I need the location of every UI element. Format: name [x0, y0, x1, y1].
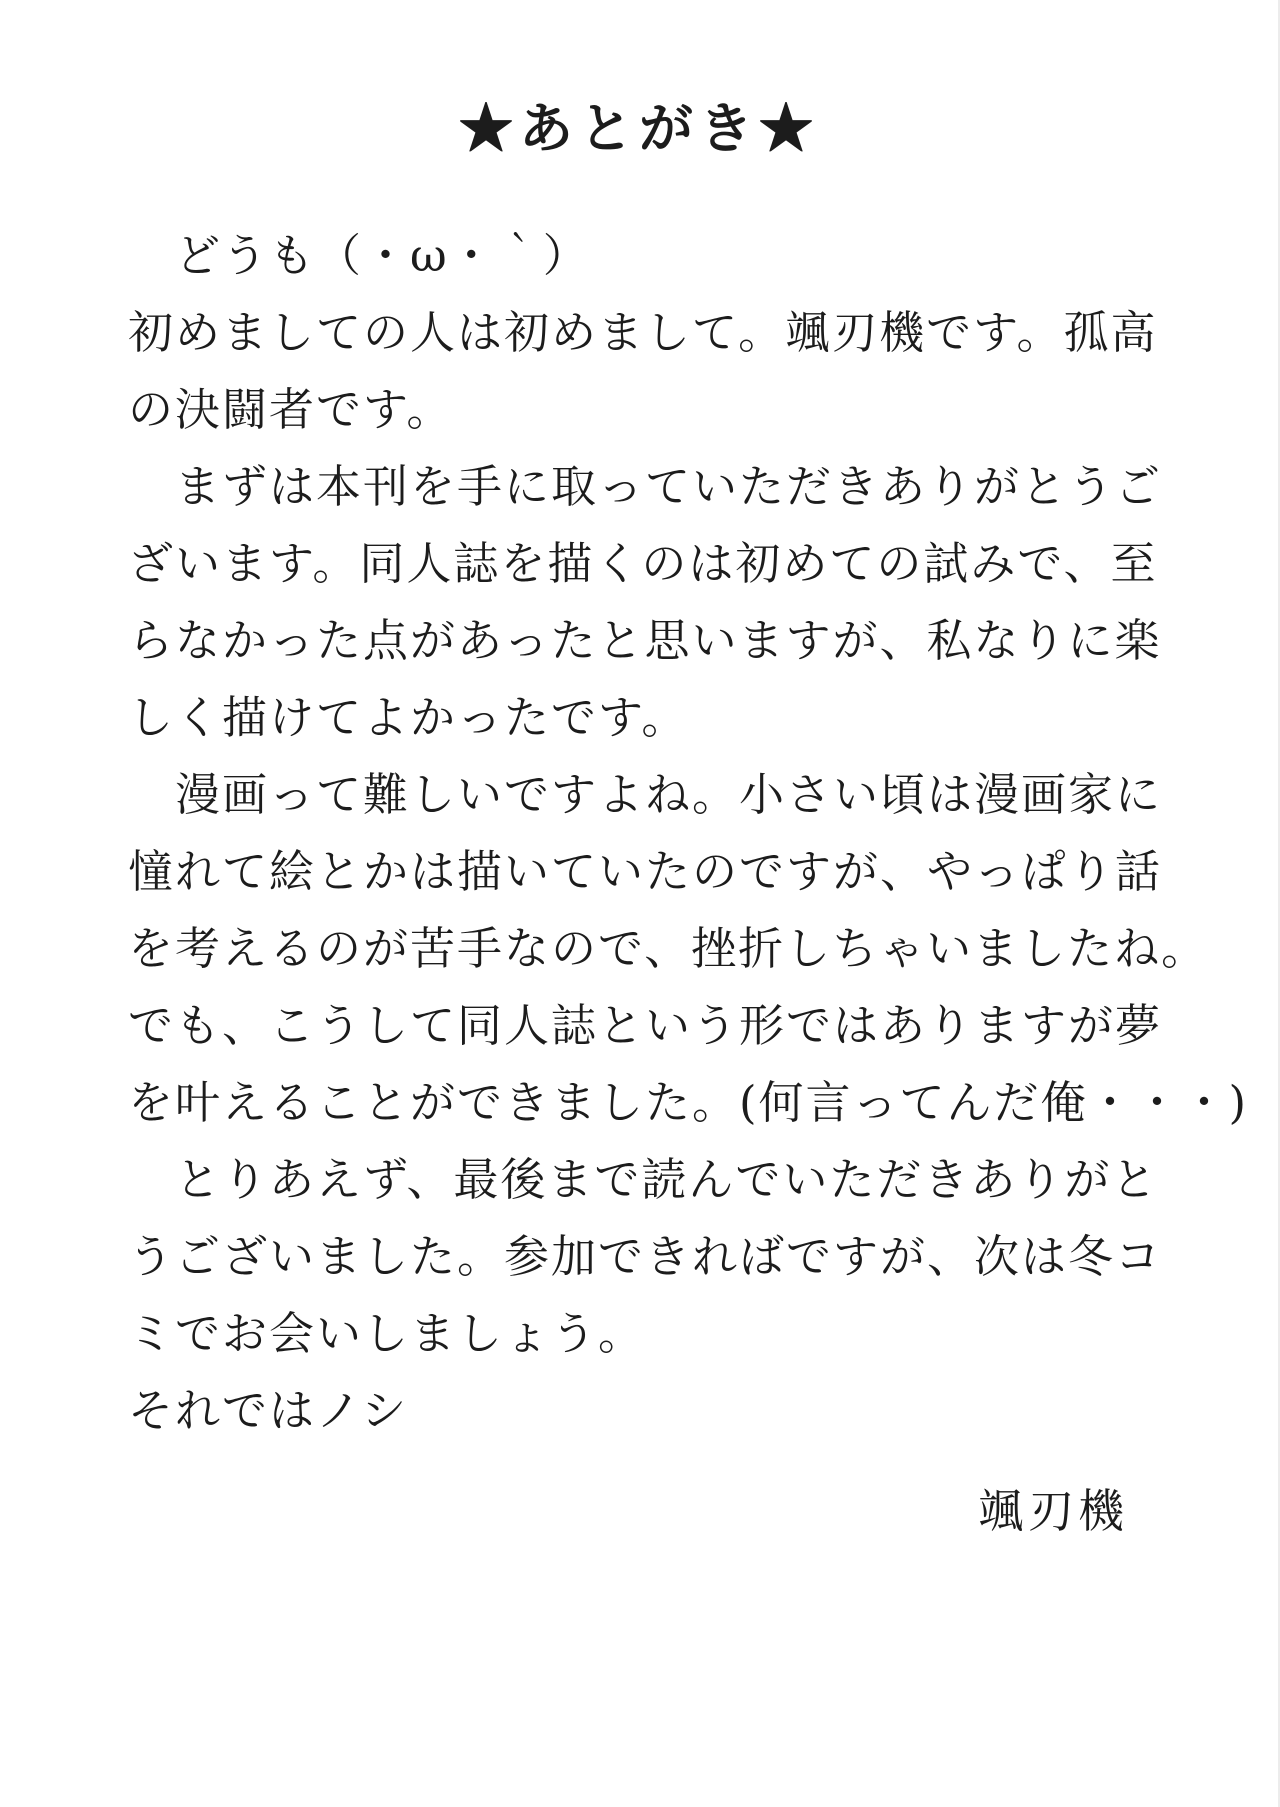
body-line-12: を叶えることができました。(何言ってんだ俺・・・)	[128, 1075, 1249, 1129]
author-signature: 颯刃機	[978, 1483, 1128, 1538]
body-line-2: 初めましての人は初めまして。颯刃機です。孤高	[128, 305, 1158, 359]
body-line-4: まずは本刊を手に取っていただきありがとうご	[128, 459, 1163, 513]
body-line-8: 漫画って難しいですよね。小さい頃は漫画家に	[128, 767, 1163, 821]
body-line-5: ざいます。同人誌を描くのは初めての試みで、至	[128, 536, 1158, 590]
afterword-body	[0, 161, 1278, 1449]
body-line-14: うございました。参加できればですが、次は冬コ	[128, 1229, 1163, 1283]
body-line-7: しく描けてよかったです。	[128, 690, 689, 744]
page-title: ★あとがき★	[459, 96, 819, 160]
body-line-3: の決闘者です。	[128, 382, 454, 436]
body-line-13: とりあえず、最後まで読んでいただきありがと	[128, 1152, 1159, 1206]
body-line-10: を考えるのが苦手なので、挫折しちゃいましたね。	[128, 921, 1209, 975]
body-line-15: ミでお会いしましょう。	[128, 1306, 646, 1360]
body-line-11: でも、こうして同人誌という形ではありますが夢	[128, 998, 1163, 1052]
body-line-1: どうも（・ω・｀）	[128, 228, 590, 282]
body-line-6: らなかった点があったと思いますが、私なりに楽	[128, 613, 1162, 667]
body-line-9: 憧れて絵とかは描いていたのですが、やっぱり話	[128, 844, 1163, 898]
body-line-16: それではノシ	[128, 1383, 409, 1437]
